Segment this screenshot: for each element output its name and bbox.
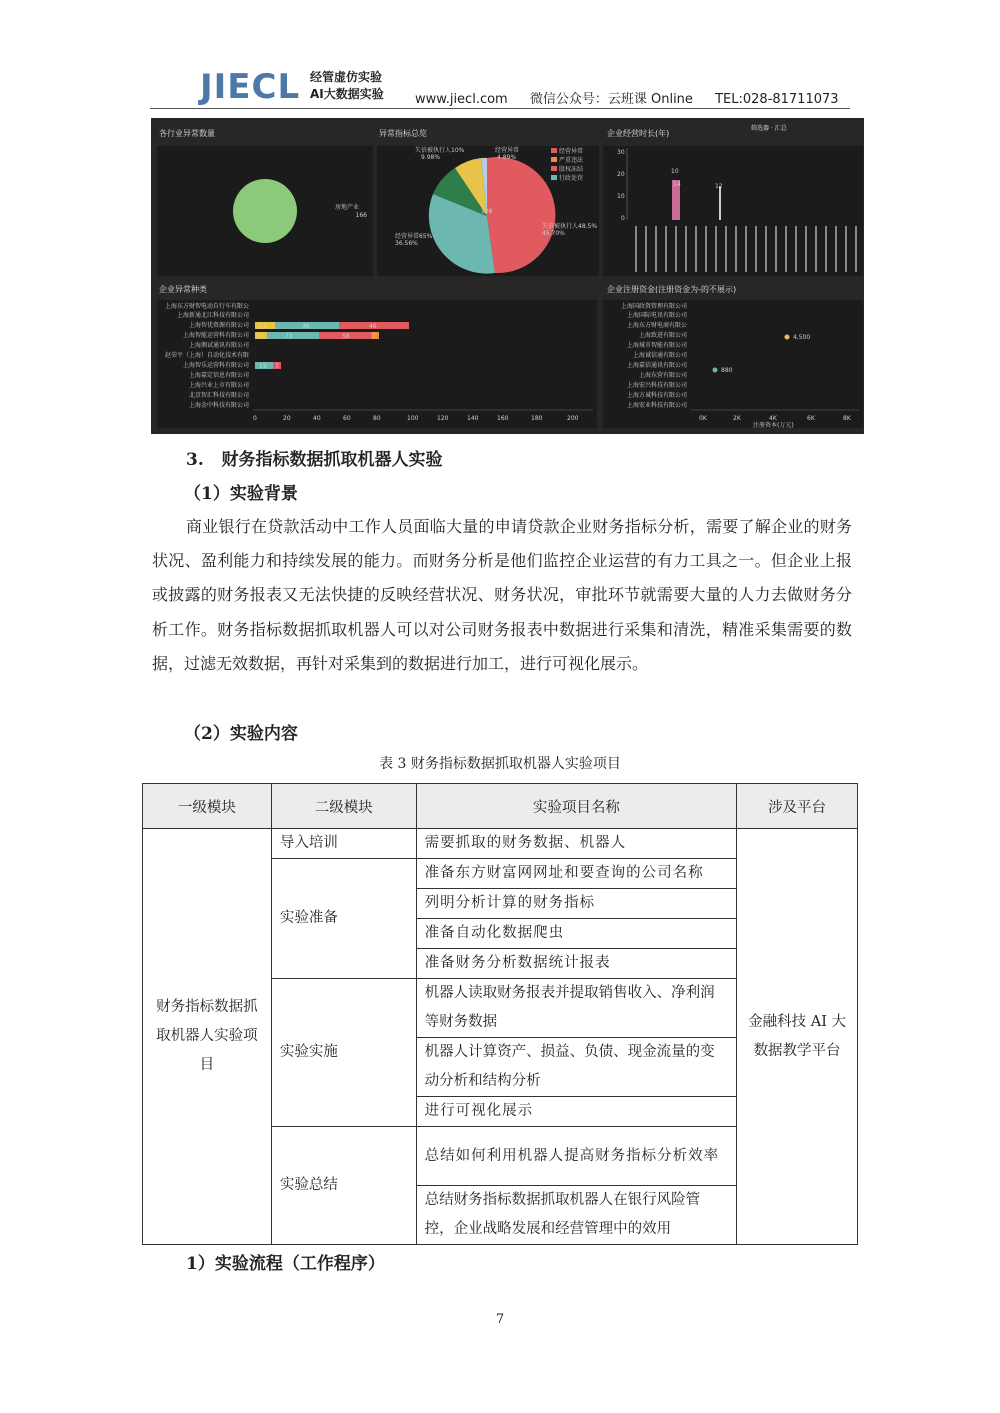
bar-value: 12 xyxy=(715,183,723,190)
capital-panel-title: 企业注册资金(注册资金为-的不展示) xyxy=(607,285,737,294)
x-ticks xyxy=(253,415,579,422)
svg-text:120: 120 xyxy=(437,415,449,422)
project-item: 需要抓取的财务数据、机器人 xyxy=(416,829,737,859)
svg-text:上海东营有限公司: 上海东营有限公司 xyxy=(638,372,687,379)
logo-line-2: AI大数据实验 xyxy=(310,87,384,101)
project-item: 机器人读取财务报表并提取销售收入、净利润等财务数据 xyxy=(416,979,737,1038)
page-number: 7 xyxy=(495,1312,505,1327)
col-header: 实验项目名称 xyxy=(416,784,737,829)
svg-text:13: 13 xyxy=(257,333,265,340)
svg-text:上海智能运营科有限公司: 上海智能运营科有限公司 xyxy=(182,332,249,339)
project-item: 总结财务指标数据抓取机器人在银行风险管控，企业战略发展和经营管理中的效用 xyxy=(416,1186,737,1245)
process-heading: 1）实验流程（工作程序） xyxy=(186,1254,385,1274)
svg-text:4K: 4K xyxy=(769,415,777,422)
svg-text:上海新通北江科技有限公司: 上海新通北江科技有限公司 xyxy=(176,312,249,319)
svg-text:上海国际电讯有限公司: 上海国际电讯有限公司 xyxy=(626,312,687,319)
section-heading: 3. 财务指标数据抓取机器人实验 xyxy=(186,450,443,470)
pie-label: 36.56% xyxy=(395,240,418,247)
experiment-table xyxy=(142,783,858,1245)
svg-text:上海诚信通有限公司: 上海诚信通有限公司 xyxy=(632,352,687,359)
telephone: TEL:028-81711073 xyxy=(715,92,839,107)
duration-bar xyxy=(719,186,721,220)
svg-text:20: 20 xyxy=(283,415,291,422)
industry-count: 166 xyxy=(355,212,367,219)
svg-text:上海嘉信通讯有限公司: 上海嘉信通讯有限公司 xyxy=(626,362,687,369)
pie-slice-red xyxy=(487,157,555,273)
logo: JIECL xyxy=(200,67,301,107)
anomaly-type-title: 企业异常种类 xyxy=(159,285,207,294)
industry-panel-title: 各行业异常数量 xyxy=(159,129,215,138)
svg-text:上海国政资管理有限公司: 上海国政资管理有限公司 xyxy=(620,303,687,310)
capital-point-label: 4,500 xyxy=(793,334,811,341)
project-item: 进行可视化展示 xyxy=(416,1097,737,1127)
bar-value: 10 xyxy=(671,168,679,175)
contact-info xyxy=(415,88,857,107)
pie-label: 经营异常65% xyxy=(395,233,433,240)
svg-text:上海兴业上市有限公司: 上海兴业上市有限公司 xyxy=(188,382,249,389)
level2-module: 导入培训 xyxy=(271,829,416,859)
svg-text:上海金中科技有限公司: 上海金中科技有限公司 xyxy=(188,402,249,409)
industry-chart xyxy=(157,146,373,276)
pie-label: 4.89% xyxy=(497,154,517,161)
header-rule xyxy=(150,108,850,109)
svg-text:100: 100 xyxy=(407,415,419,422)
project-item: 准备财务分析数据统计报表 xyxy=(416,949,737,979)
col-header: 涉及平台 xyxy=(737,784,858,829)
subheading-content: （2）实验内容 xyxy=(184,724,298,744)
bar-value: 14 xyxy=(673,181,681,188)
col-header: 二级模块 xyxy=(271,784,416,829)
background-paragraph: 商业银行在贷款活动中工作人员面临大量的申请贷款企业财务指标分析，需要了解企业的财务状况、盈利能力和持续发展的能力。而财务分析是他们监控企业运营的有力工具之一。但企业上报或披露的财务报表又无法快捷的反映经营状况、财务状况，审批环节就需要大量的人力去做财务分析工作。财务指标数据抓取机器人可以对公司财务报表中数据进行采集和清洗，精准采集需要的数据，过滤无效数据，再针对采集到的数据进行加工，进行可视化展示。 xyxy=(152,517,852,673)
subheading-background: （1）实验背景 xyxy=(184,484,298,504)
svg-text:7: 7 xyxy=(275,363,279,370)
svg-text:上海东方财电商有限公: 上海东方财电商有限公 xyxy=(626,322,687,329)
industry-label: 房地产业 xyxy=(334,204,360,211)
pie-legend-item: 严重违法 xyxy=(559,157,584,164)
level1-module: 财务指标数据抓取机器人实验项目 xyxy=(143,829,272,1245)
pie-legend-item: 行政处罚 xyxy=(559,175,584,182)
svg-text:上海智乐运营科有限公司: 上海智乐运营科有限公司 xyxy=(182,362,249,369)
svg-text:73: 73 xyxy=(285,333,293,340)
level2-module: 实验总结 xyxy=(271,1127,416,1245)
svg-text:上海测试通讯有限公司: 上海测试通讯有限公司 xyxy=(188,342,249,349)
y-tick: 20 xyxy=(617,171,625,178)
svg-text:0K: 0K xyxy=(699,415,707,422)
y-tick: 0 xyxy=(621,215,625,222)
svg-text:200: 200 xyxy=(567,415,579,422)
svg-text:北京智汇科技有限公司: 北京智汇科技有限公司 xyxy=(188,392,249,399)
row-labels xyxy=(621,302,687,409)
table-caption: 表 3 财务指标数据抓取机器人实验项目 xyxy=(379,756,621,772)
platform: 金融科技 AI 大数据教学平台 xyxy=(737,829,858,1245)
capital-point-label: 880 xyxy=(721,367,733,374)
svg-text:19: 19 xyxy=(259,363,267,370)
svg-text:上海东方财智电动自行车有限公: 上海东方财智电动自行车有限公 xyxy=(164,303,249,310)
svg-text:上海致进有限公司: 上海致进有限公司 xyxy=(638,332,687,339)
dashboard-screenshot xyxy=(151,118,864,434)
svg-text:8K: 8K xyxy=(843,415,851,422)
svg-text:80: 80 xyxy=(373,415,381,422)
svg-text:7: 7 xyxy=(372,333,376,340)
pie-center-label: 126 xyxy=(481,208,493,215)
anomaly-panel-title: 异常指标总览 xyxy=(379,129,427,138)
svg-text:上海城市智能有限公司: 上海城市智能有限公司 xyxy=(626,342,687,349)
svg-text:46: 46 xyxy=(369,323,377,330)
pie-label: 9.98% xyxy=(421,154,441,161)
project-item: 准备东方财富网网址和要查询的公司名称 xyxy=(416,859,737,889)
svg-text:上海宏业科技有限公司: 上海宏业科技有限公司 xyxy=(626,402,687,409)
table-row xyxy=(143,829,858,859)
svg-text:13: 13 xyxy=(259,323,267,330)
capital-point xyxy=(785,335,790,340)
col-header: 一级模块 xyxy=(143,784,272,829)
pie-label: 失信被执行人48.5% xyxy=(542,223,598,230)
svg-text:0: 0 xyxy=(253,415,257,422)
pie-legend-item: 股权冻结 xyxy=(559,166,584,173)
duration-chart xyxy=(603,146,863,276)
website: www.jiecl.com xyxy=(415,92,508,107)
svg-text:6K: 6K xyxy=(807,415,815,422)
svg-text:160: 160 xyxy=(497,415,509,422)
page-header xyxy=(150,66,850,110)
svg-text:60: 60 xyxy=(343,415,351,422)
pie-legend-item: 经营异常 xyxy=(559,148,584,155)
pie-label: 失信被执行人10% xyxy=(415,147,465,154)
anomaly-type-chart xyxy=(157,300,597,428)
svg-text:上海方诚科技有限公司: 上海方诚科技有限公司 xyxy=(626,392,687,399)
level2-module: 实验准备 xyxy=(271,859,416,979)
toolbar-text: 筛选器 · 汇总 xyxy=(751,125,787,132)
svg-text:36: 36 xyxy=(302,323,310,330)
row-labels xyxy=(165,302,249,409)
level2-module: 实验实施 xyxy=(271,979,416,1127)
industry-circle xyxy=(233,179,297,243)
duration-panel-title: 企业经营时长(年) xyxy=(607,129,670,138)
pie-label: 经营异常 xyxy=(495,147,520,154)
svg-text:40: 40 xyxy=(313,415,321,422)
project-item: 列明分析计算的财务指标 xyxy=(416,889,737,919)
svg-text:2K: 2K xyxy=(733,415,741,422)
logo-line-1: 经管虚仿实验 xyxy=(310,70,383,84)
anomaly-pie xyxy=(377,146,599,276)
y-tick: 10 xyxy=(617,193,625,200)
pie-label: 45.70% xyxy=(542,230,565,237)
x-axis-label: 注册资本(万元) xyxy=(753,422,794,428)
svg-text:140: 140 xyxy=(467,415,479,422)
svg-text:上海嘉定信息有限公司: 上海嘉定信息有限公司 xyxy=(188,372,249,379)
logo-subtitle xyxy=(310,69,384,103)
table-header-row xyxy=(143,784,858,829)
svg-text:赵荣平（上海）自动化技术有限: 赵荣平（上海）自动化技术有限 xyxy=(164,352,249,359)
svg-text:180: 180 xyxy=(531,415,543,422)
svg-text:58: 58 xyxy=(342,333,350,340)
y-tick: 30 xyxy=(617,149,625,156)
project-item: 准备自动化数据爬虫 xyxy=(416,919,737,949)
svg-text:上海宏兴科技有限公司: 上海宏兴科技有限公司 xyxy=(626,382,687,389)
capital-point xyxy=(713,368,718,373)
project-item: 机器人计算资产、损益、负债、现金流量的变动分析和结构分析 xyxy=(416,1038,737,1097)
x-axis-ticks xyxy=(635,226,857,272)
capital-chart xyxy=(603,300,863,428)
project-item: 总结如何利用机器人提高财务指标分析效率 xyxy=(416,1127,737,1186)
wechat: 微信公众号：云班课 Online xyxy=(529,92,693,107)
svg-text:上海智优资源有限公司: 上海智优资源有限公司 xyxy=(188,322,249,329)
